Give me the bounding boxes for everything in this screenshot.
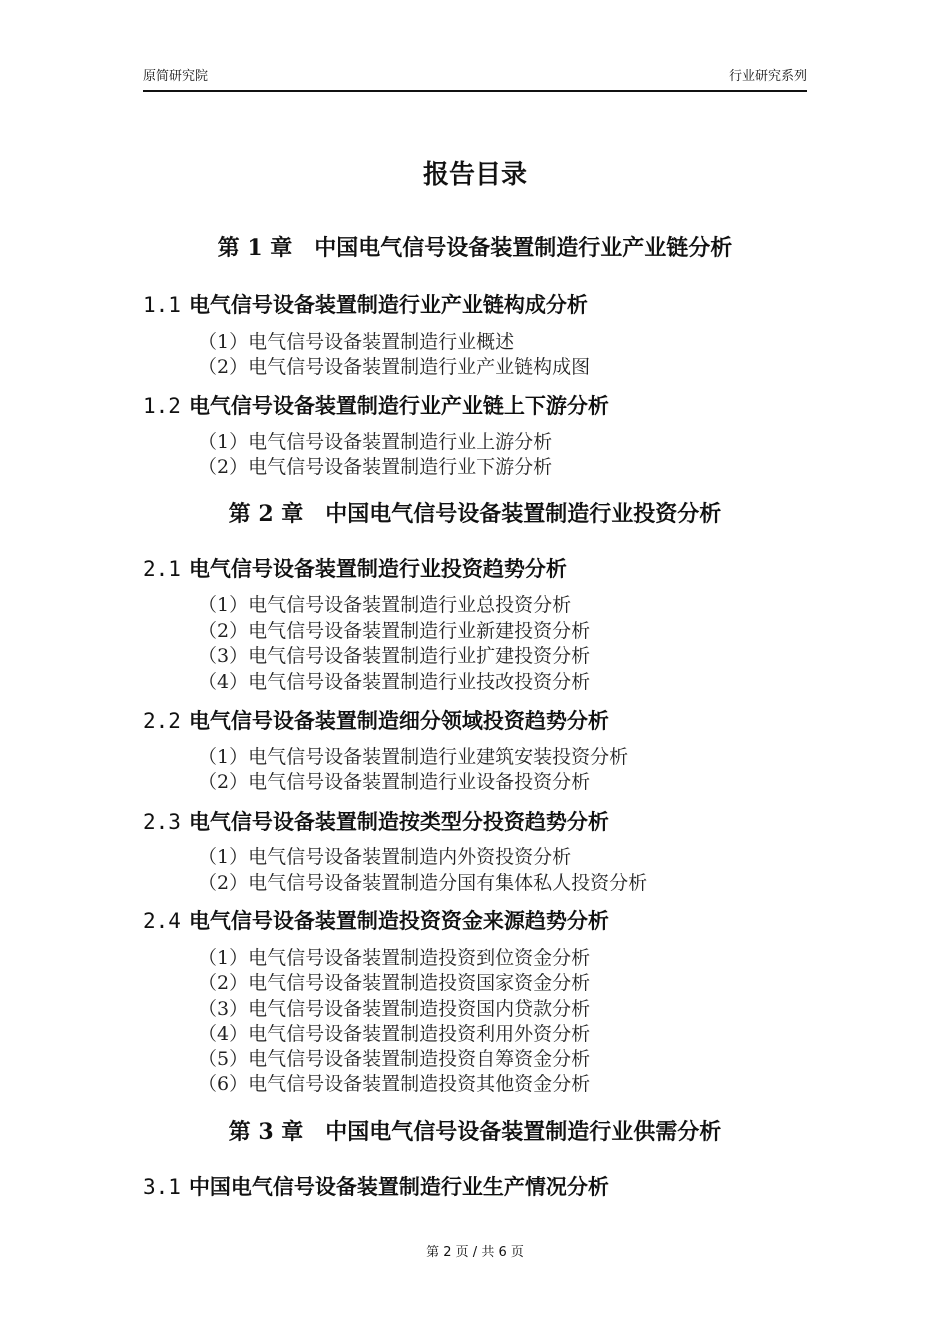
header-org-name: 原简研究院 (143, 69, 209, 84)
section-number: 3.1 (143, 1175, 181, 1199)
section-title: 中国电气信号设备装置制造行业生产情况分析 (188, 1174, 609, 1199)
section-2-1-heading (143, 554, 567, 584)
section-1-1-heading (143, 290, 588, 320)
section-title: 电气信号设备装置制造按类型分投资趋势分析 (188, 809, 609, 834)
toc-item: （4）电气信号设备装置制造行业技改投资分析 (198, 671, 591, 693)
section-number: 2.2 (143, 709, 181, 733)
page-number: 第 2 页 / 共 6 页 (426, 1245, 524, 1260)
toc-item: （2）电气信号设备装置制造分国有集体私人投资分析 (198, 872, 648, 894)
section-title: 电气信号设备装置制造行业产业链构成分析 (188, 292, 588, 317)
section-2-4-heading (143, 906, 609, 936)
toc-item: （2）电气信号设备装置制造行业设备投资分析 (198, 771, 591, 793)
section-number: 2.3 (143, 810, 181, 834)
toc-item: （1）电气信号设备装置制造行业总投资分析 (198, 594, 572, 616)
section-2-2-heading (143, 706, 609, 736)
toc-item: （2）电气信号设备装置制造行业下游分析 (198, 456, 553, 478)
toc-item: （1）电气信号设备装置制造行业建筑安装投资分析 (198, 746, 629, 768)
section-number: 1.2 (143, 394, 181, 418)
section-2-3-heading (143, 807, 609, 837)
section-title: 电气信号设备装置制造行业投资趋势分析 (188, 556, 567, 581)
header-series-name: 行业研究系列 (728, 69, 807, 84)
section-3-1-heading (143, 1172, 609, 1202)
section-title: 电气信号设备装置制造行业产业链上下游分析 (188, 393, 609, 418)
section-title: 电气信号设备装置制造投资资金来源趋势分析 (188, 908, 609, 933)
toc-item: （1）电气信号设备装置制造投资到位资金分析 (198, 947, 591, 969)
toc-item: （3）电气信号设备装置制造投资国内贷款分析 (198, 998, 591, 1020)
chapter-3-heading: 第 3 章 中国电气信号设备装置制造行业供需分析 (228, 1119, 722, 1145)
section-number: 1.1 (143, 293, 181, 317)
section-title: 电气信号设备装置制造细分领域投资趋势分析 (188, 708, 609, 733)
chapter-2-heading: 第 2 章 中国电气信号设备装置制造行业投资分析 (228, 501, 722, 527)
page-title: 报告目录 (422, 160, 527, 190)
toc-item: （6）电气信号设备装置制造投资其他资金分析 (198, 1073, 591, 1095)
chapter-1-heading: 第 1 章 中国电气信号设备装置制造行业产业链分析 (217, 235, 733, 261)
toc-item: （5）电气信号设备装置制造投资自筹资金分析 (198, 1048, 591, 1070)
section-1-2-heading (143, 391, 609, 421)
toc-item: （2）电气信号设备装置制造投资国家资金分析 (198, 972, 591, 994)
page-header (143, 68, 807, 92)
section-number: 2.1 (143, 557, 181, 581)
toc-item: （3）电气信号设备装置制造行业扩建投资分析 (198, 645, 591, 667)
section-number: 2.4 (143, 909, 181, 933)
toc-item: （1）电气信号设备装置制造行业上游分析 (198, 431, 553, 453)
toc-item: （2）电气信号设备装置制造行业产业链构成图 (198, 356, 591, 378)
toc-item: （1）电气信号设备装置制造内外资投资分析 (198, 846, 572, 868)
toc-item: （2）电气信号设备装置制造行业新建投资分析 (198, 620, 591, 642)
toc-item: （1）电气信号设备装置制造行业概述 (198, 331, 515, 353)
toc-item: （4）电气信号设备装置制造投资利用外资分析 (198, 1023, 591, 1045)
